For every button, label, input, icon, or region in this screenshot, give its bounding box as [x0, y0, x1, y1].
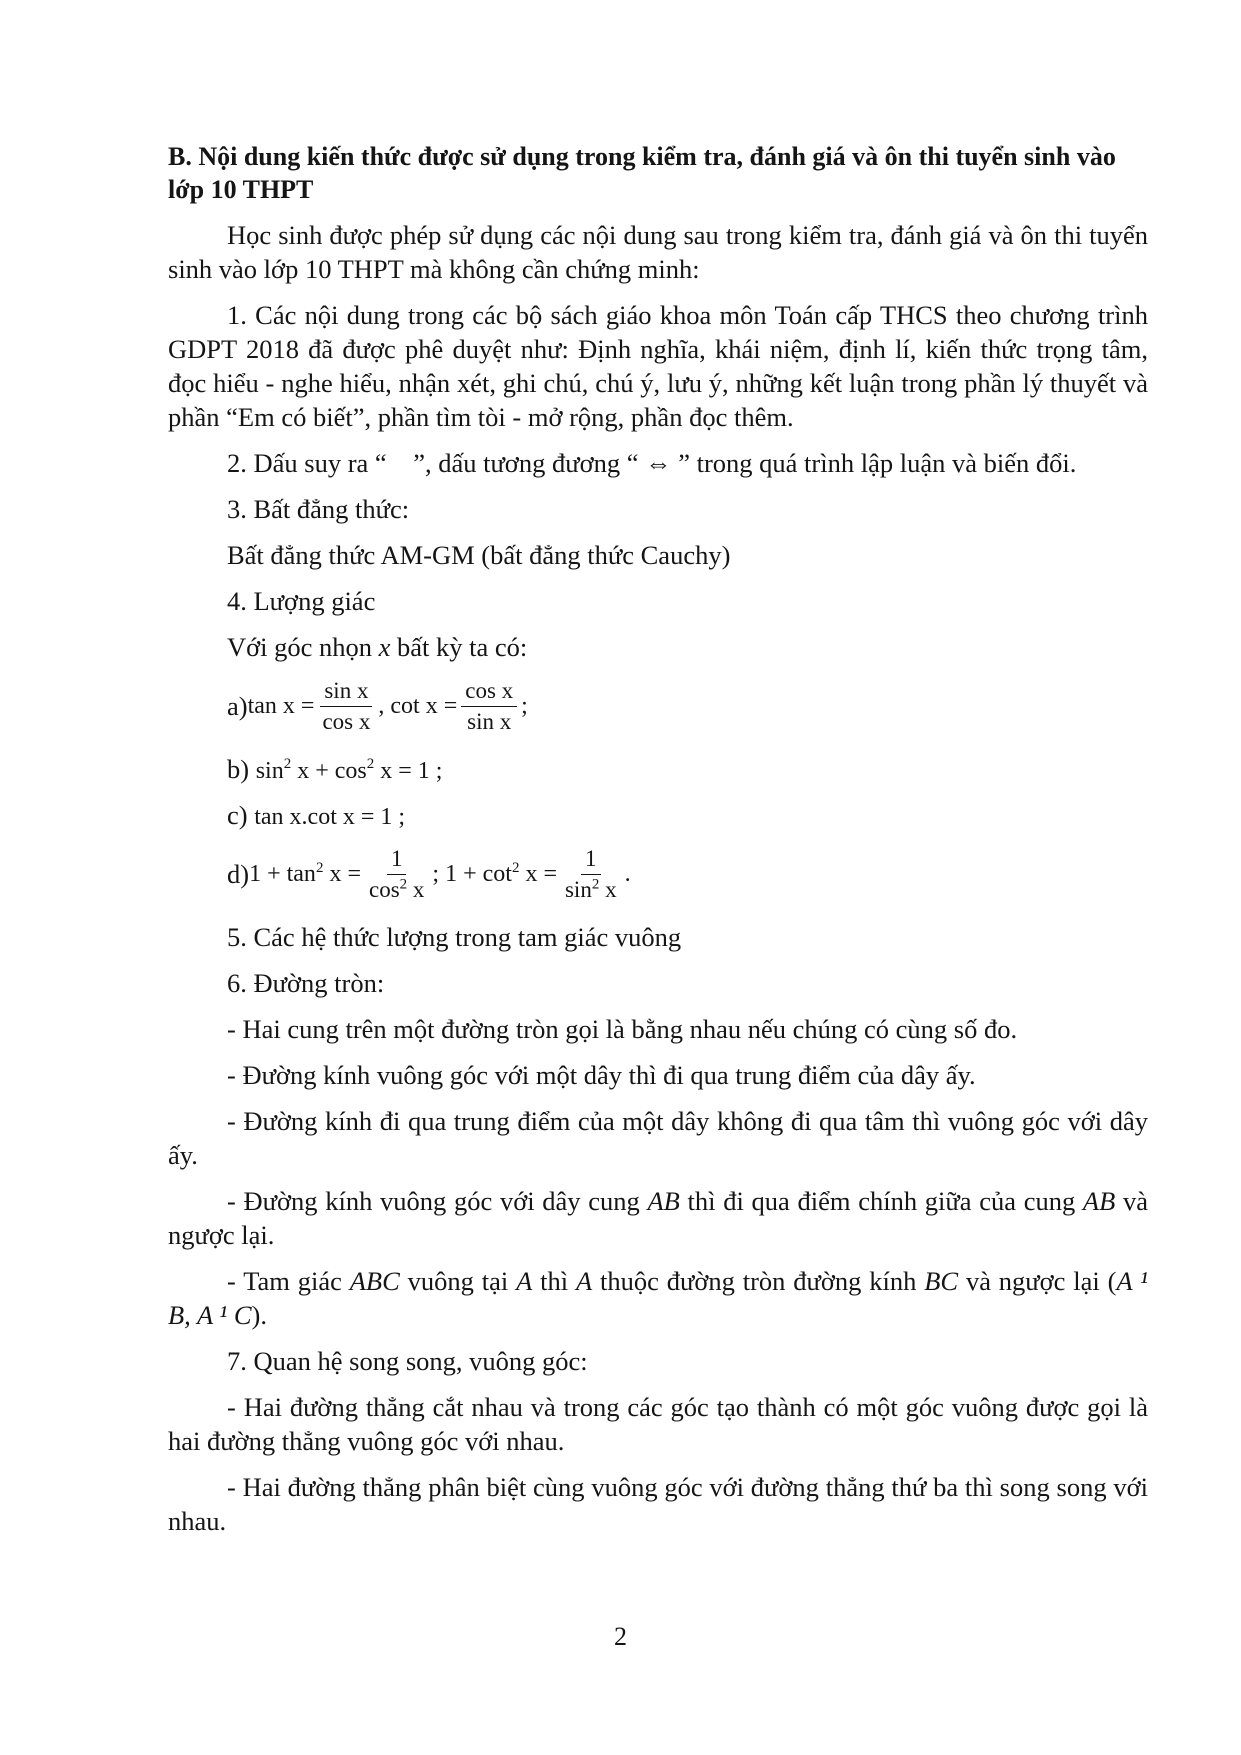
- text-seg: vuông tại: [399, 1266, 517, 1296]
- fraction-numerator: 1: [581, 846, 601, 875]
- formula-d-lhs1b: x =: [323, 861, 361, 887]
- fraction-denominator: cos x: [322, 708, 371, 734]
- item-6-line-5: [168, 1264, 1148, 1332]
- formula-c-label: c): [227, 800, 255, 830]
- math-var: A: [575, 1266, 593, 1296]
- item-7-line-1: - Hai đường thẳng cắt nhau và trong các góc tạo thành có một góc vuông được gọi là hai đường thẳng vuông góc với nhau.: [168, 1392, 1148, 1456]
- formula-b-t2: x + cos: [291, 758, 367, 784]
- section-heading: B. Nội dung kiến thức được sử dụng trong kiểm tra, đánh giá và ôn thi tuyển sinh vào lớp 10 THPT: [168, 142, 1116, 204]
- fraction-numerator: 1: [387, 846, 407, 875]
- math-expression: A ¹ B, A ¹ C: [168, 1266, 1148, 1330]
- variable-x: x: [378, 632, 391, 662]
- den-var: x: [407, 876, 425, 902]
- formula-a: [227, 676, 1148, 736]
- formula-a-mid: , cot x =: [378, 693, 458, 719]
- exponent: 2: [283, 756, 292, 773]
- item-1-paragraph: 1. Các nội dung trong các bộ sách giáo khoa môn Toán cấp THCS theo chương trình GDPT 2018 đã được phê duyệt như: Định nghĩa, khái niệm, định lí, kiến thức trọng tâm, đọc hiểu - nghe hiểu, nhận xét, ghi chú, chú ý, lưu ý, những kết luận trong phần lý thuyết và phần “Em có biết”, phần tìm tòi - mở rộng, phần đọc thêm.: [168, 300, 1148, 432]
- formula-a-lhs1: tan x =: [247, 693, 315, 719]
- item-2-paragraph: [168, 446, 1148, 480]
- intro-paragraph: Học sinh được phép sử dụng các nội dung sau trong kiểm tra, đánh giá và ôn thi tuyển sinh vào lớp 10 THPT mà không cần chứng minh:: [168, 220, 1148, 284]
- item-3-title: 3. Bất đẳng thức:: [227, 494, 410, 524]
- formula-a-end: ;: [521, 693, 528, 719]
- text-seg: thì: [532, 1266, 576, 1296]
- exponent: 2: [399, 875, 408, 892]
- implies-symbol-gap: [387, 448, 414, 478]
- item-6-line-4: [168, 1184, 1148, 1252]
- math-var: BC: [924, 1266, 959, 1296]
- formula-b-t3: x = 1 ;: [374, 758, 443, 784]
- page-number: 2: [614, 1622, 627, 1651]
- exponent: 2: [591, 875, 600, 892]
- fraction-denominator: sin x: [467, 708, 512, 734]
- item-6-line-1: - Hai cung trên một đường tròn gọi là bằng nhau nếu chúng có cùng số đo.: [227, 1014, 1018, 1044]
- formula-d-mid: [432, 857, 557, 891]
- item-4-title: 4. Lượng giác: [227, 586, 376, 616]
- item-2-part1: 2. Dấu suy ra “: [227, 448, 387, 478]
- fraction-denominator: [561, 875, 621, 903]
- exponent: 2: [511, 860, 520, 876]
- math-var: ABC: [349, 1266, 400, 1296]
- den-var: x: [599, 876, 617, 902]
- item-5: 5. Các hệ thức lượng trong tam giác vuông: [227, 922, 682, 952]
- text-seg: ).: [251, 1300, 267, 1330]
- math-var: AB: [647, 1186, 680, 1216]
- fraction-numerator: cos x: [461, 678, 517, 707]
- text-seg: và ngược lại.: [168, 1186, 1148, 1250]
- text-seg: - Đường kính vuông góc với dây cung: [227, 1186, 648, 1216]
- item-7-line-2: - Hai đường thẳng phân biệt cùng vuông góc với đường thẳng thứ ba thì song song với nhau.: [168, 1472, 1148, 1536]
- formula-d: [227, 844, 1148, 904]
- item-3-text: Bất đẳng thức AM-GM (bất đẳng thức Cauchy): [227, 540, 731, 570]
- fraction-numerator: sin x: [320, 678, 372, 707]
- item-4-intro-pre: Với góc nhọn: [227, 632, 379, 662]
- fraction-one-over-cos2: [365, 846, 428, 903]
- math-var: AB: [1082, 1186, 1116, 1216]
- formula-d-label: d): [227, 859, 250, 889]
- formula-d-end: .: [624, 861, 631, 887]
- formula-c: [227, 798, 1148, 832]
- formula-b: [227, 752, 1148, 786]
- text-seg: - Tam giác: [227, 1266, 350, 1296]
- den-fn: cos: [368, 876, 400, 902]
- math-var: A: [516, 1266, 533, 1296]
- fraction-one-over-sin2: [561, 846, 621, 903]
- formula-c-text: tan x.cot x = 1 ;: [254, 804, 406, 830]
- fraction-denominator: [365, 875, 428, 903]
- item-6-line-3: - Đường kính đi qua trung điểm của một dây không đi qua tâm thì vuông góc với dây ấy.: [168, 1106, 1148, 1170]
- formula-d-mid-a: ; 1 + cot: [432, 861, 512, 887]
- den-fn: sin: [564, 876, 592, 902]
- fraction-sin-over-cos: [318, 678, 374, 735]
- text-seg: thì đi qua điểm chính giữa của cung: [679, 1186, 1083, 1216]
- exponent: 2: [315, 860, 324, 876]
- item-2-part2: ”, dấu tương đương “ ⇔ ” trong quá trình lập luận và biến đổi.: [413, 448, 1077, 478]
- formula-d-lhs1a: 1 + tan: [249, 861, 316, 887]
- item-6-line-2: - Đường kính vuông góc với một dây thì đi qua trung điểm của dây ấy.: [227, 1060, 976, 1090]
- formula-d-lhs1: [249, 857, 361, 891]
- formula-b-label: b): [227, 754, 256, 784]
- document-page: [168, 140, 1148, 1550]
- fraction-cos-over-sin: [461, 678, 517, 735]
- formula-d-mid-b: x =: [519, 861, 557, 887]
- text-seg: và ngược lại (: [958, 1266, 1117, 1296]
- exponent: 2: [366, 756, 375, 773]
- formula-a-label: a): [227, 691, 248, 721]
- formula-b-t1: sin: [255, 758, 284, 784]
- item-4-intro: [227, 630, 1148, 664]
- item-4-intro-post: bất kỳ ta có:: [390, 632, 528, 662]
- text-seg: thuộc đường tròn đường kính: [592, 1266, 925, 1296]
- item-7-title: 7. Quan hệ song song, vuông góc:: [227, 1346, 588, 1376]
- item-6-title: 6. Đường tròn:: [227, 968, 385, 998]
